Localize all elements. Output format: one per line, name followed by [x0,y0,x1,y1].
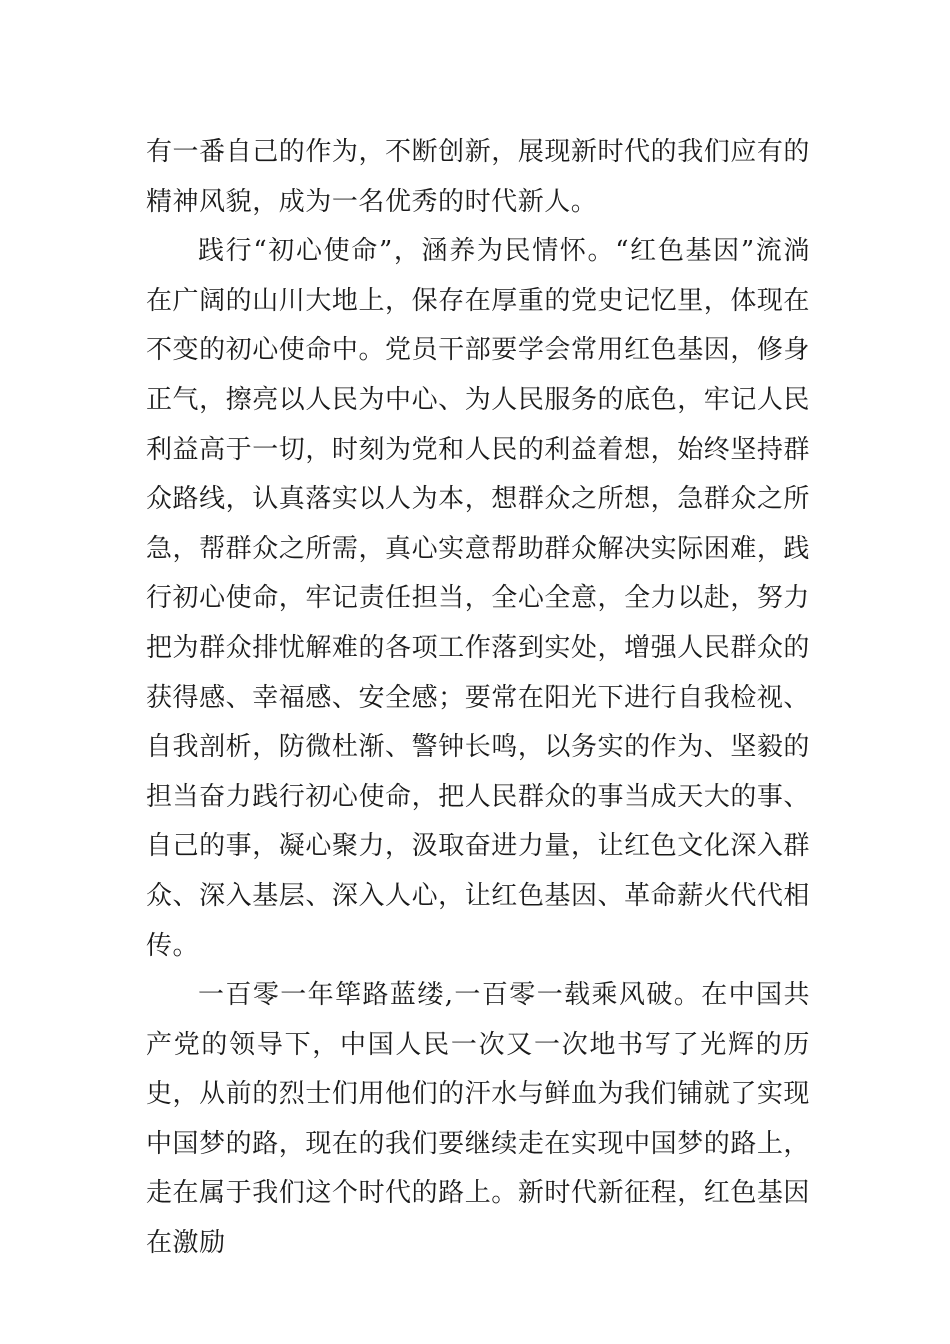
paragraph-2: 践行“初心使命”，涵养为民情怀。“红色基因”流淌在广阔的山川大地上，保存在厚重的党史记忆里，体现在不变的初心使命中。党员干部要学会常用红色基因，修身正气，擦亮以人民为中心、为人民服务的底色，牢记人民利益高于一切，时刻为党和人民的利益着想，始终坚持群众路线，认真落实以人为本，想群众之所想，急群众之所急，帮群众之所需，真心实意帮助群众解决实际困难，践行初心使命，牢记责任担当，全心全意，全力以赴，努力把为群众排忧解难的各项工作落到实处，增强人民群众的获得感、幸福感、安全感；要常在阳光下进行自我检视、自我剖析，防微杜渐、警钟长鸣，以务实的作为、坚毅的担当奋力践行初心使命，把人民群众的事当成天大的事、自己的事，凝心聚力，汲取奋进力量，让红色文化深入群众、深入基层、深入人心，让红色基因、革命薪火代代相传。 [146,236,810,961]
paragraph-3: 一百零一年筚路蓝缕,一百零一载乘风破。在中国共产党的领导下，中国人民一次又一次地书写了光辉的历史，从前的烈士们用他们的汗水与鲜血为我们铺就了实现中国梦的路，现在的我们要继续走在实现中国梦的路上，走在属于我们这个时代的路上。新时代新征程，红色基因在激励 [146,980,810,1259]
paragraph-1: 有一番自己的作为，不断创新，展现新时代的我们应有的精神风貌，成为一名优秀的时代新人。 [146,137,810,217]
document-body [146,128,810,1269]
